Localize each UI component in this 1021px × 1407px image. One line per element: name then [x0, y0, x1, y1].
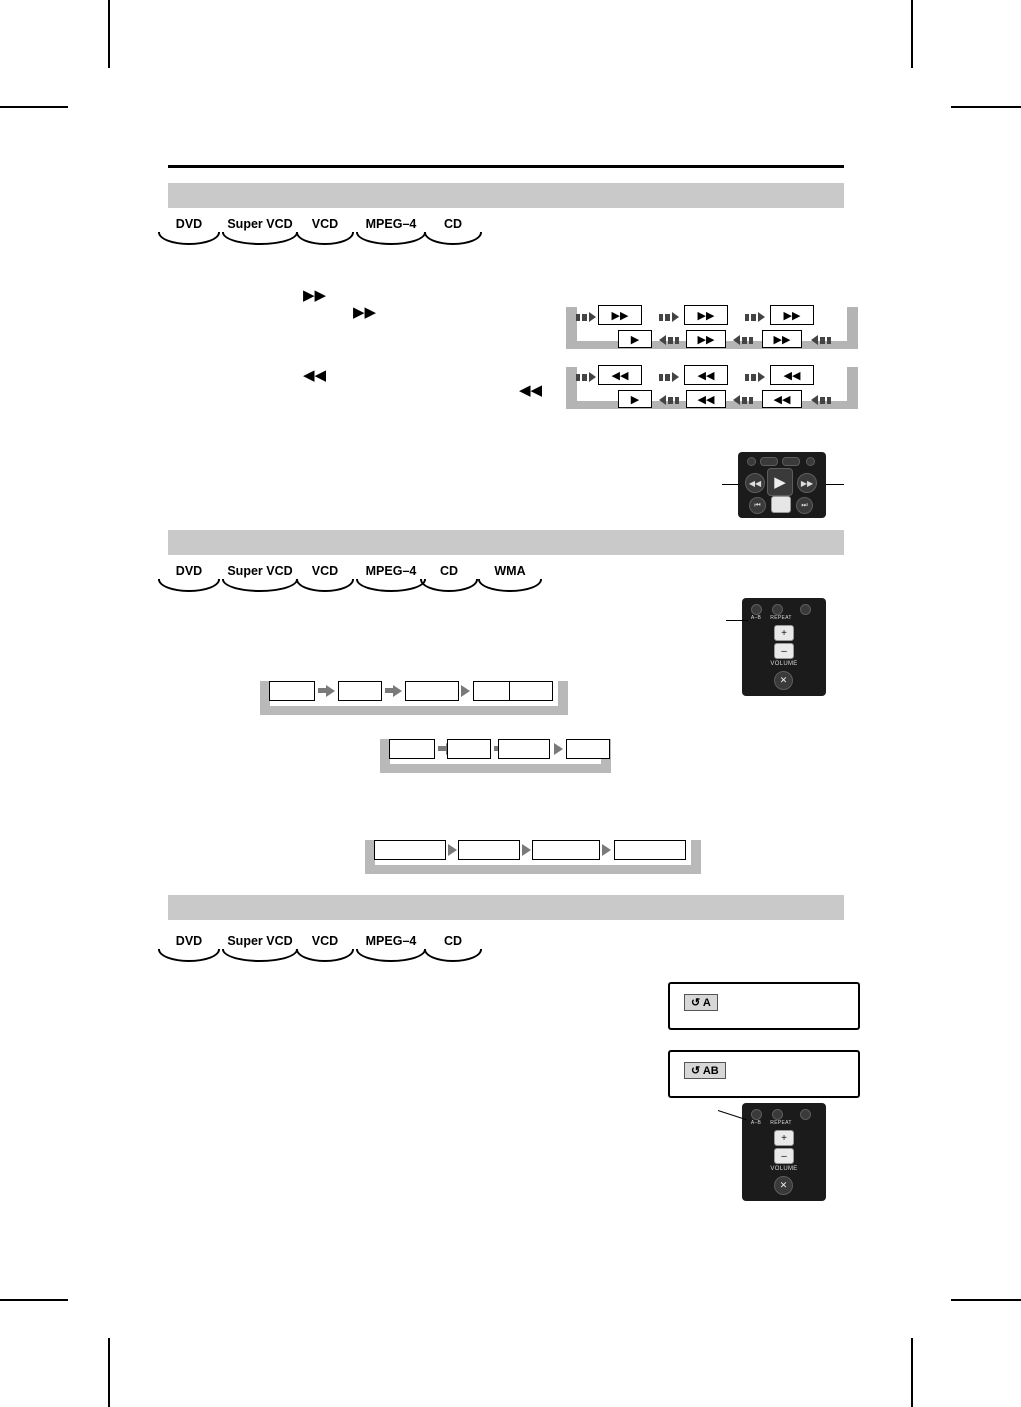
badge-label: VCD	[296, 562, 354, 579]
ladder-arrow-2	[659, 372, 679, 382]
badge-dvd-3	[158, 932, 220, 962]
remote-leader-left	[722, 484, 740, 485]
header-rule	[168, 165, 844, 168]
section-bar-repeat	[168, 530, 844, 555]
minus-icon: –	[781, 645, 787, 657]
ladder-chip-bottom-1: ▶	[618, 390, 652, 408]
ab-repeat-remote	[742, 1103, 826, 1201]
badge-label: WMA	[478, 562, 542, 579]
ladder-arrow-3	[745, 312, 765, 322]
rewind-icon: ◀◀	[748, 478, 762, 488]
ab-button[interactable]	[751, 1109, 762, 1120]
rewind-glyph-2: ◀◀	[519, 382, 543, 399]
badge-label: MPEG–4	[356, 215, 426, 232]
badge-label: Super VCD	[222, 562, 298, 579]
ladder-arrow-3	[745, 372, 765, 382]
badge-label: CD	[424, 215, 482, 232]
repeat-remote	[742, 598, 826, 696]
flow-band-bottom	[260, 706, 568, 715]
mute-button[interactable]	[774, 1176, 793, 1195]
flow-band-bottom	[365, 865, 701, 874]
flow-box-5	[509, 681, 553, 701]
remote-pill-1[interactable]	[760, 457, 778, 466]
previous-icon: ⏮	[754, 501, 761, 509]
ladder-chip-bottom-3: ▶▶	[762, 330, 802, 348]
badge-cd-3	[424, 932, 482, 962]
badge-label: VCD	[296, 932, 354, 949]
badge-label: DVD	[158, 215, 220, 232]
plus-icon: +	[781, 627, 787, 639]
ladder-arrow-5	[733, 395, 753, 405]
crop-mark-bottom-left-v	[108, 1338, 110, 1407]
flow-box-2	[338, 681, 382, 701]
flow-chev-2	[522, 844, 531, 856]
flow-box-2	[447, 739, 491, 759]
ladder-chip-bottom-2: ▶▶	[686, 330, 726, 348]
forward-speed-ladder	[566, 303, 858, 353]
badge-cd-1	[424, 215, 482, 245]
play-icon: ▶	[774, 474, 786, 491]
volume-label: VOLUME	[770, 661, 798, 667]
fast-forward-icon: ▶▶	[800, 478, 814, 488]
crop-mark-top-right-v	[911, 0, 913, 68]
badge-label: Super VCD	[222, 932, 298, 949]
remote-next-button[interactable]	[796, 497, 813, 514]
remote-play-button[interactable]	[767, 468, 793, 496]
minus-icon: –	[781, 1150, 787, 1162]
section-bar-fast-forward	[168, 183, 844, 208]
osd-tag-a: ↺ A	[684, 994, 718, 1011]
ladder-chip-top-2: ▶▶	[684, 305, 728, 325]
crop-mark-lower-right-h	[951, 1299, 1021, 1301]
flow-box-1	[269, 681, 315, 701]
ladder-chip-top-2: ◀◀	[684, 365, 728, 385]
volume-down-button[interactable]	[774, 643, 794, 659]
transport-remote	[738, 452, 826, 518]
badge-supervcd-2	[222, 562, 298, 592]
volume-label: VOLUME	[770, 1166, 798, 1172]
osd-tag-ab: ↺ AB	[684, 1062, 726, 1079]
flow-chev-stub-1	[438, 746, 446, 751]
badge-supervcd-1	[222, 215, 298, 245]
flow-band-bottom	[380, 764, 611, 773]
remote-prev-button[interactable]	[749, 497, 766, 514]
badge-mpeg4-3	[356, 932, 426, 962]
flow-chev-3	[602, 844, 611, 856]
badge-label: DVD	[158, 562, 220, 579]
remote-forward-button[interactable]	[797, 473, 817, 493]
extra-button[interactable]	[800, 1109, 811, 1120]
flow-chev-2	[393, 685, 402, 697]
ladder-arrow-6	[811, 395, 831, 405]
repeat-label: REPEAT	[770, 1120, 792, 1126]
badge-dvd-2	[158, 562, 220, 592]
flow-box-4	[566, 739, 610, 759]
flow-box-3	[405, 681, 459, 701]
ladder-chip-top-3: ◀◀	[770, 365, 814, 385]
remote-stop-button[interactable]	[771, 496, 791, 513]
reverse-speed-ladder	[566, 363, 858, 413]
remote-rewind-button[interactable]	[745, 473, 765, 493]
ladder-chip-top-1: ◀◀	[598, 365, 642, 385]
crop-mark-bottom-right-v	[911, 1338, 913, 1407]
badge-label: VCD	[296, 215, 354, 232]
osd-ab-point-a	[668, 982, 860, 1030]
flow-chev-3	[461, 685, 470, 697]
flow-chev-3	[554, 743, 563, 755]
ab-button[interactable]	[751, 604, 762, 615]
badge-vcd-2	[296, 562, 354, 592]
badge-label: CD	[420, 562, 478, 579]
badge-dvd-1	[158, 215, 220, 245]
badge-mpeg4-2	[356, 562, 426, 592]
crop-mark-upper-right-h	[951, 106, 1021, 108]
ladder-arrow-4	[659, 335, 679, 345]
volume-up-button[interactable]	[774, 1130, 794, 1146]
remote-pill-2[interactable]	[782, 457, 800, 466]
badge-label: MPEG–4	[356, 932, 426, 949]
ladder-arrow-2	[659, 312, 679, 322]
ab-label: A–B	[750, 1120, 762, 1126]
flow-box-1	[374, 840, 446, 860]
badge-vcd-1	[296, 215, 354, 245]
flow-box-4	[614, 840, 686, 860]
badge-supervcd-3	[222, 932, 298, 962]
remote-dot-2[interactable]	[806, 457, 815, 466]
repeat-label: REPEAT	[770, 615, 792, 621]
ladder-chip-bottom-1: ▶	[618, 330, 652, 348]
badge-wma-2	[478, 562, 542, 592]
flow-band-right	[691, 840, 701, 874]
crop-mark-lower-left-h	[0, 1299, 68, 1301]
ladder-chip-bottom-2: ◀◀	[686, 390, 726, 408]
flow-chev-stub-2	[385, 688, 393, 693]
ladder-arrow-1	[576, 372, 596, 382]
repeat-button[interactable]	[772, 604, 783, 615]
crop-mark-top-left-v	[108, 0, 110, 68]
flow-chev-1	[326, 685, 335, 697]
fast-forward-glyph-1: ▶▶	[303, 287, 327, 304]
flow-box-3	[532, 840, 600, 860]
mute-icon: ✕	[779, 675, 788, 685]
mute-icon: ✕	[779, 1180, 788, 1190]
flow-box-3	[498, 739, 550, 759]
flow-band-right	[558, 681, 568, 715]
volume-up-button[interactable]	[774, 625, 794, 641]
ladder-chip-bottom-3: ◀◀	[762, 390, 802, 408]
flow-box-1	[389, 739, 435, 759]
remote-leader-right	[826, 484, 844, 485]
fast-forward-glyph-2: ▶▶	[353, 304, 377, 321]
ladder-arrow-6	[811, 335, 831, 345]
section-bar-ab-repeat	[168, 895, 844, 920]
repeat-remote-leader	[726, 620, 748, 621]
plus-icon: +	[781, 1132, 787, 1144]
crop-mark-upper-left-h	[0, 106, 68, 108]
badge-cd-2	[420, 562, 478, 592]
extra-button[interactable]	[800, 604, 811, 615]
flow-box-2	[458, 840, 520, 860]
osd-ab-point-ab	[668, 1050, 860, 1098]
rewind-glyph-1: ◀◀	[303, 367, 327, 384]
ladder-arrow-1	[576, 312, 596, 322]
repeat-button[interactable]	[772, 1109, 783, 1120]
badge-label: Super VCD	[222, 215, 298, 232]
remote-dot-1[interactable]	[747, 457, 756, 466]
next-icon: ⏭	[801, 501, 808, 509]
flow-chev-stub-1	[318, 688, 326, 693]
volume-down-button[interactable]	[774, 1148, 794, 1164]
badge-label: CD	[424, 932, 482, 949]
mute-button[interactable]	[774, 671, 793, 690]
ladder-arrow-4	[659, 395, 679, 405]
badge-mpeg4-1	[356, 215, 426, 245]
badge-label: DVD	[158, 932, 220, 949]
badge-label: MPEG–4	[356, 562, 426, 579]
ladder-chip-top-3: ▶▶	[770, 305, 814, 325]
ladder-arrow-5	[733, 335, 753, 345]
badge-vcd-3	[296, 932, 354, 962]
ab-label: A–B	[750, 615, 762, 621]
ladder-chip-top-1: ▶▶	[598, 305, 642, 325]
flow-chev-1	[448, 844, 457, 856]
